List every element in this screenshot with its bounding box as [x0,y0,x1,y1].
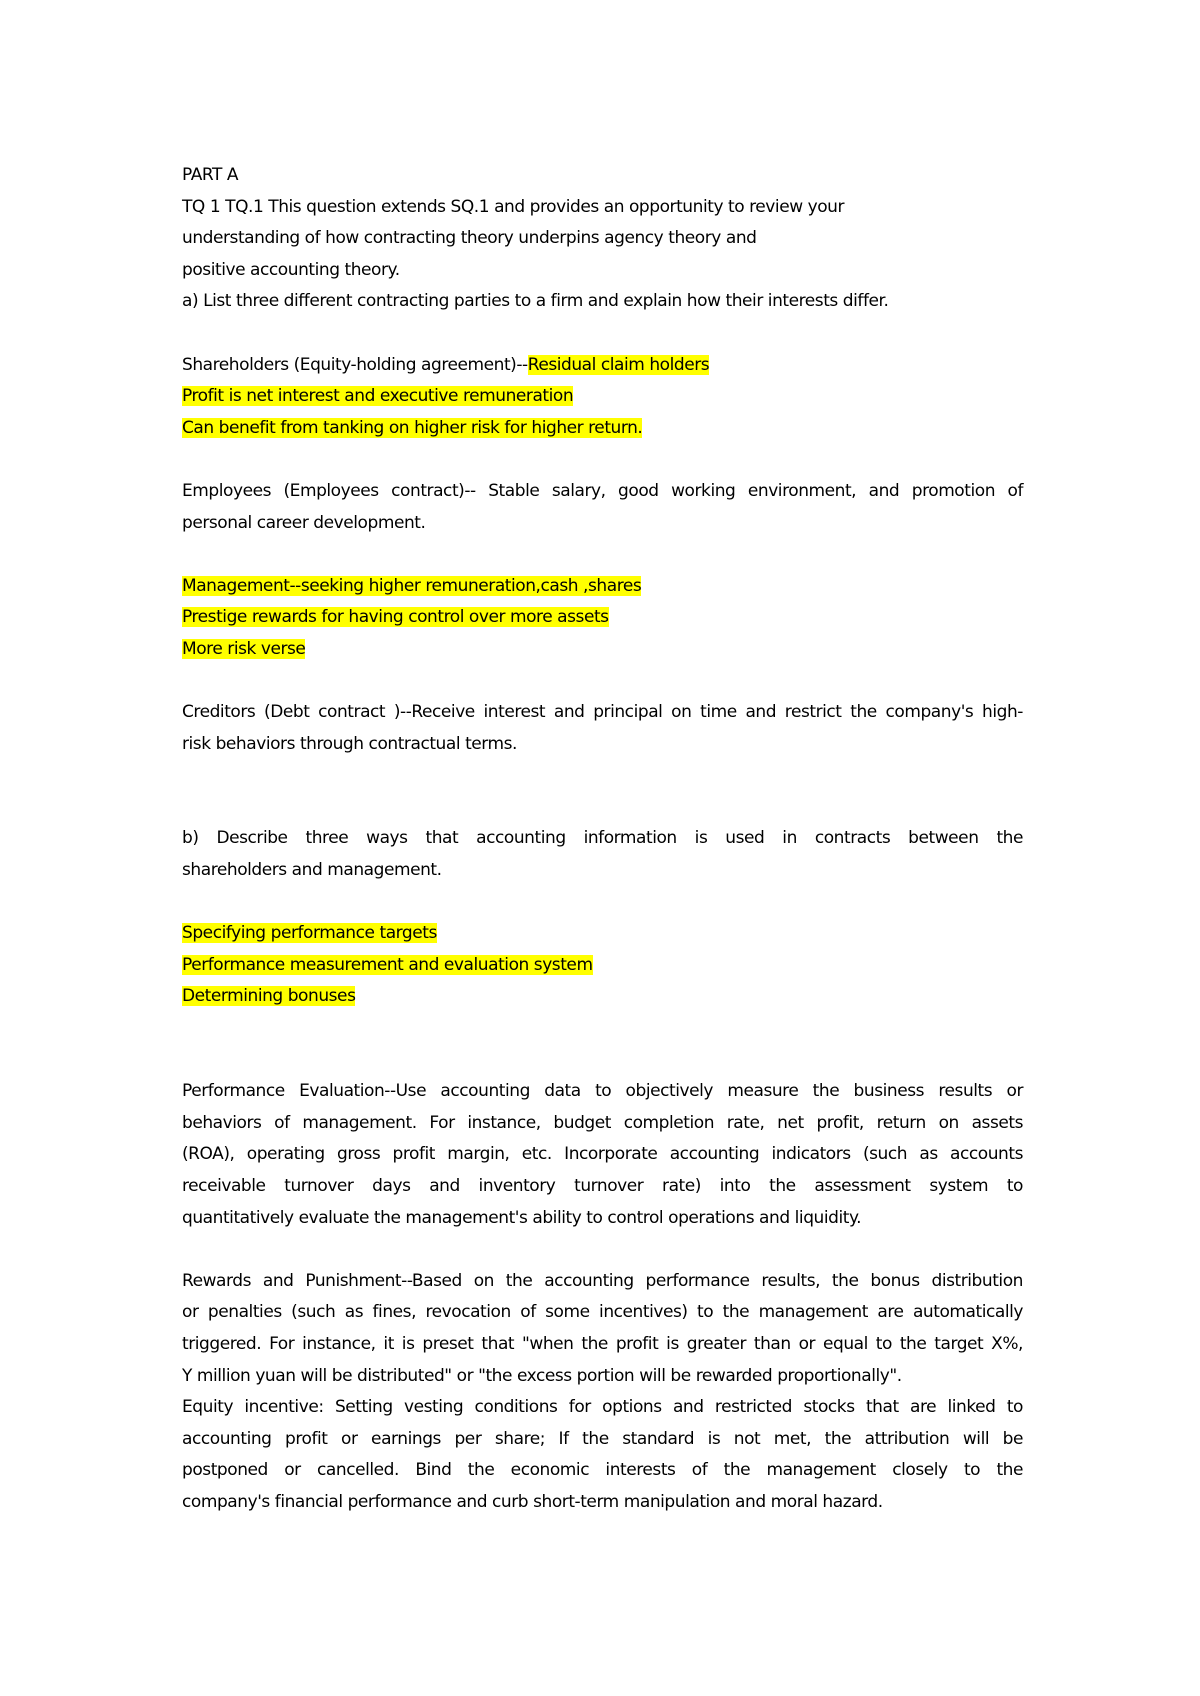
spacer [182,539,1023,571]
performance-evaluation-line: (ROA), operating gross profit margin, etc. Incorporate accounting indicators (such as accounts [182,1144,1023,1165]
part-a-heading: PART A [182,165,239,185]
spacer [182,760,1023,823]
highlighted-text: Prestige rewards for having control over more assets [182,607,609,628]
question-line: positive accounting theory. [182,259,400,280]
shareholders-detail [182,413,1023,445]
employees-line: Employees (Employees contract)-- Stable salary, good working environment, and promotion of [182,480,1023,501]
answer-b-item [182,918,1023,950]
shareholders-detail [182,381,1023,413]
rewards-punishment-line: or penalties (such as fines, revocation of some incentives) to the management are automatically [182,1302,1023,1323]
spacer [182,666,1023,698]
highlighted-text: Can benefit from tanking on higher risk for higher return. [182,417,643,438]
performance-evaluation-line: Performance Evaluation--Use accounting data to objectively measure the business results or [182,1081,1023,1102]
highlighted-text: More risk verse [182,638,306,659]
answer-b-item [182,981,1023,1013]
spacer [182,444,1023,476]
highlighted-text: Determining bonuses [182,986,356,1007]
question-a-prompt: a) List three different contracting parties to a firm and explain how their interests differ. [182,291,889,312]
performance-evaluation-line: quantitatively evaluate the management's ability to control operations and liquidity. [182,1207,862,1228]
question-b-prompt: shareholders and management. [182,860,442,881]
shareholders-label: Shareholders (Equity-holding agreement)-- [182,354,528,375]
employees-line: personal career development. [182,512,426,533]
highlighted-text: Performance measurement and evaluation system [182,954,593,975]
equity-incentive-line: Equity incentive: Setting vesting conditions for options and restricted stocks that are linked to [182,1397,1023,1418]
question-line: understanding of how contracting theory underpins agency theory and [182,228,757,249]
creditors-line: Creditors (Debt contract )--Receive interest and principal on time and restrict the company's high- [182,702,1023,723]
answer-b-item [182,950,1023,982]
spacer [182,318,1023,350]
equity-incentive-line: accounting profit or earnings per share; If the standard is not met, the attribution will be [182,1428,1023,1449]
rewards-punishment-line: Rewards and Punishment--Based on the accounting performance results, the bonus distribution [182,1270,1023,1291]
performance-evaluation-line: behaviors of management. For instance, budget completion rate, net profit, return on assets [182,1112,1023,1133]
spacer [182,1234,1023,1266]
performance-evaluation-line: receivable turnover days and inventory turnover rate) into the assessment system to [182,1176,1023,1196]
management-line [182,602,1023,634]
spacer [182,1013,1023,1076]
creditors-line: risk behaviors through contractual terms. [182,733,518,754]
highlighted-text: Management--seeking higher remuneration,cash ,shares [182,575,642,596]
rewards-punishment-line: Y million yuan will be distributed" or "the excess portion will be rewarded proportionally". [182,1365,902,1386]
highlighted-text: Profit is net interest and executive remuneration [182,386,574,407]
management-line [182,634,1023,666]
question-b-prompt: b) Describe three ways that accounting information is used in contracts between the [182,828,1023,849]
shareholders-line [182,350,1023,382]
equity-incentive-line: postponed or cancelled. Bind the economic interests of the management closely to the [182,1460,1023,1481]
equity-incentive-line: company's financial performance and curb short-term manipulation and moral hazard. [182,1491,883,1512]
rewards-punishment-line: triggered. For instance, it is preset that "when the profit is greater than or equal to the target X%, [182,1333,1023,1354]
management-line [182,571,1023,603]
question-line: TQ 1 TQ.1 This question extends SQ.1 and provides an opportunity to review your [182,196,845,217]
document-body [182,160,1023,1519]
spacer [182,887,1023,919]
highlighted-text: Residual claim holders [527,354,710,375]
highlighted-text: Specifying performance targets [182,923,437,944]
